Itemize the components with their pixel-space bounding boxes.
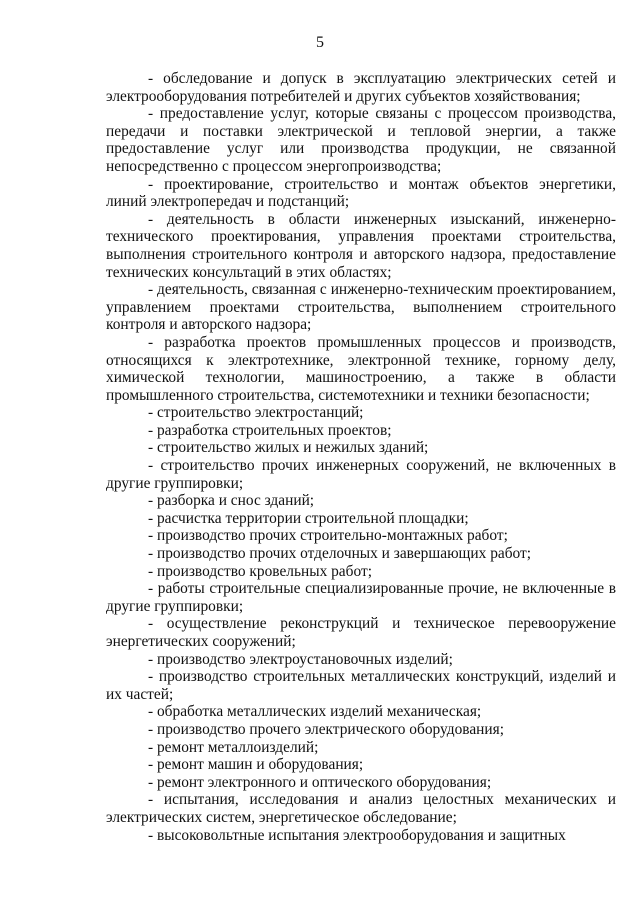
list-item: - ремонт машин и оборудования; xyxy=(148,756,364,774)
list-item: - высоковольтные испытания электрооборудования и защитных xyxy=(148,826,566,844)
list-item: - разработка строительных проектов; xyxy=(148,421,392,439)
list-item: - проектирование, строительство и монтаж объектов энергетики, линий электропередач и подстанций; xyxy=(106,175,616,211)
list-item: - строительство жилых и нежилых зданий; xyxy=(148,439,429,457)
list-item: - разработка проектов промышленных процессов и производств, относящихся к электротехнике, электронной технике, горному делу, химической технологии, машиностроению, а также в области промышленного строительства, системотехники и техники безопасности; xyxy=(106,333,616,404)
list-item: - строительство прочих инженерных сооружений, не включенных в другие группировки; xyxy=(106,457,616,492)
list-item: - производство прочих строительно-монтажных работ; xyxy=(148,527,508,545)
list-item: - производство кровельных работ; xyxy=(148,562,372,580)
list-item: - производство прочего электрического оборудования; xyxy=(148,720,504,738)
list-item: - обработка металлических изделий механическая; xyxy=(148,703,482,721)
list-item: - производство электроустановочных изделий; xyxy=(148,650,453,668)
list-item: - обследование и допуск в эксплуатацию электрических сетей и электрооборудования потребителей и других субъектов хозяйствования; xyxy=(106,70,616,105)
list-item: - работы строительные специализированные прочие, не включенные в другие группировки; xyxy=(106,580,616,615)
list-item: - строительство электростанций; xyxy=(148,404,364,422)
list-item: - производство строительных металлических конструкций, изделий и их частей; xyxy=(106,668,616,703)
list-item: - предоставление услуг, которые связаны с процессом производства, передачи и поставки электрической и тепловой энергии, а также предоставление услуг или производства продукции, не связанной непосредственно с процессом энергопроизводства; xyxy=(106,105,616,175)
list-item: - расчистка территории строительной площадки; xyxy=(148,509,469,527)
list-item: - производство прочих отделочных и завершающих работ; xyxy=(148,545,532,563)
page-number: 5 xyxy=(316,34,324,51)
list-item: - деятельность, связанная с инженерно-техническим проектированием, управлением проектами строительства, выполнением строительного контроля и авторского надзора; xyxy=(106,281,616,334)
list-item: - испытания, исследования и анализ целостных механических и электрических систем, энергетическое обследование; xyxy=(106,791,616,826)
list-item: - ремонт электронного и оптического оборудования; xyxy=(148,773,492,791)
activity-list xyxy=(106,70,616,844)
list-item: - разборка и снос зданий; xyxy=(148,492,315,510)
list-item: - деятельность в области инженерных изысканий, инженерно-технического проектирования, управления проектами строительства, выполнения строительного контроля и авторского надзора, предоставление технических консультаций в этих областях; xyxy=(106,210,616,281)
list-item: - ремонт металлоизделий; xyxy=(148,738,319,756)
list-item: - осуществление реконструкций и техническое перевооружение энергетических сооружений; xyxy=(106,615,616,650)
